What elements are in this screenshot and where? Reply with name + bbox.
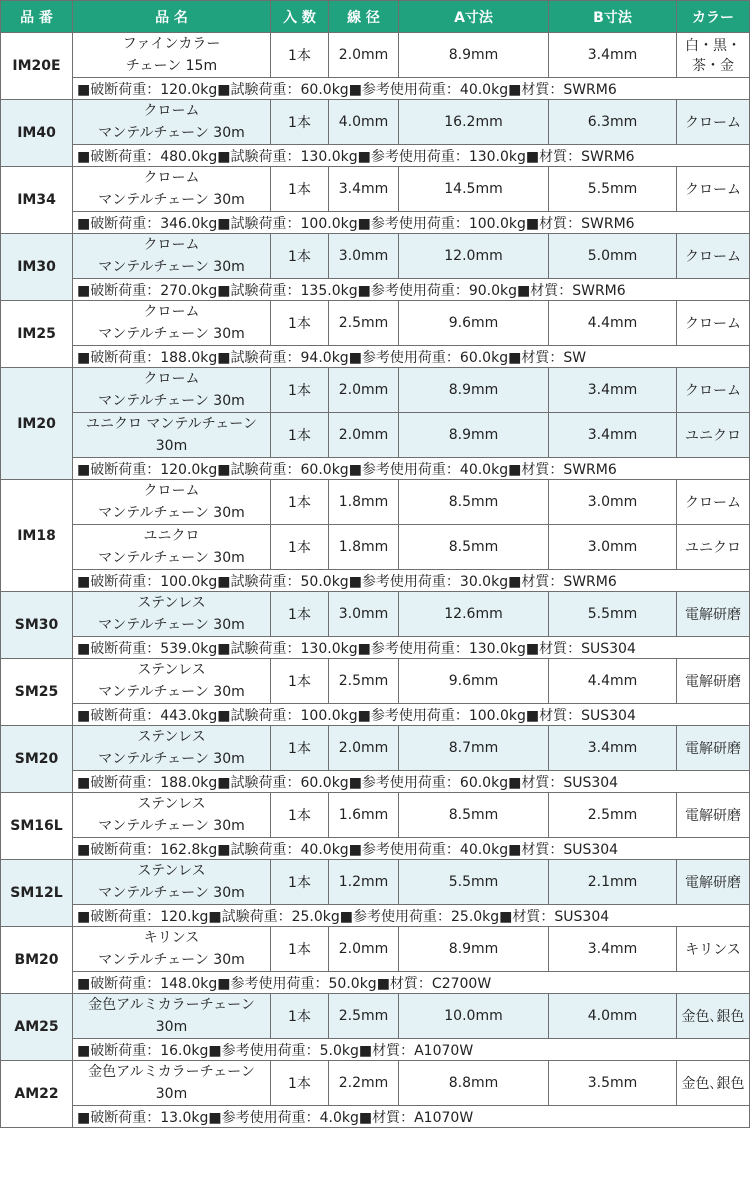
- wire-diameter: 2.0mm: [329, 726, 399, 771]
- product-name-line: マンテルチェーン 30m: [98, 617, 245, 633]
- header-code: 品 番: [1, 1, 73, 33]
- a-size: 12.6mm: [399, 592, 549, 637]
- product-name-line: ステンレス: [137, 729, 206, 745]
- spec-row: [1, 1106, 750, 1128]
- b-size: 4.0mm: [549, 994, 677, 1039]
- quantity: 1本: [271, 592, 329, 637]
- product-name-line: ユニクロ: [143, 528, 200, 544]
- spec-row: [1, 346, 750, 368]
- quantity: 1本: [271, 927, 329, 972]
- quantity: 1本: [271, 1061, 329, 1106]
- wire-diameter: 1.2mm: [329, 860, 399, 905]
- wire-diameter: 2.2mm: [329, 1061, 399, 1106]
- product-name: [73, 525, 271, 570]
- product-name-line: ステンレス: [137, 595, 206, 611]
- wire-diameter: 1.6mm: [329, 793, 399, 838]
- quantity: 1本: [271, 100, 329, 145]
- quantity: 1本: [271, 413, 329, 458]
- product-name: [73, 726, 271, 771]
- product-code: SM20: [1, 726, 73, 793]
- spec-text: ■破断荷重：188.0kg■試験荷重：60.0kg■参考使用荷重：60.0kg■材質：SUS304: [73, 771, 750, 793]
- quantity: 1本: [271, 860, 329, 905]
- product-row: [1, 592, 750, 637]
- color: クローム: [677, 480, 750, 525]
- product-name: [73, 592, 271, 637]
- product-code: SM16L: [1, 793, 73, 860]
- header-a-size: A寸法: [399, 1, 549, 33]
- header-qty: 入 数: [271, 1, 329, 33]
- b-size: 3.4mm: [549, 368, 677, 413]
- product-name-line: マンテルチェーン 30m: [98, 259, 245, 275]
- spec-row: [1, 212, 750, 234]
- a-size: 8.9mm: [399, 368, 549, 413]
- wire-diameter: 4.0mm: [329, 100, 399, 145]
- product-name: [73, 167, 271, 212]
- color: 金色､銀色: [677, 994, 750, 1039]
- spec-row: [1, 771, 750, 793]
- header-name: 品 名: [73, 1, 271, 33]
- a-size: 9.6mm: [399, 659, 549, 704]
- product-name-line: クローム: [143, 304, 200, 320]
- a-size: 8.5mm: [399, 525, 549, 570]
- product-row: [1, 100, 750, 145]
- spec-text: ■破断荷重：120.0kg■試験荷重：60.0kg■参考使用荷重：40.0kg■材質：SWRM6: [73, 458, 750, 480]
- wire-diameter: 2.0mm: [329, 927, 399, 972]
- product-code: IM20: [1, 368, 73, 480]
- product-name: [73, 994, 271, 1039]
- product-code: AM22: [1, 1061, 73, 1128]
- product-row: [1, 301, 750, 346]
- product-name: [73, 100, 271, 145]
- product-name-line: クローム: [143, 483, 200, 499]
- quantity: 1本: [271, 33, 329, 78]
- product-name-line: 30m: [155, 1086, 188, 1102]
- wire-diameter: 2.5mm: [329, 659, 399, 704]
- product-name: [73, 659, 271, 704]
- a-size: 9.6mm: [399, 301, 549, 346]
- product-name-line: マンテルチェーン 30m: [98, 885, 245, 901]
- product-code: IM25: [1, 301, 73, 368]
- wire-diameter: 2.0mm: [329, 413, 399, 458]
- product-row: [1, 525, 750, 570]
- product-row: [1, 413, 750, 458]
- spec-row: [1, 637, 750, 659]
- product-row: [1, 659, 750, 704]
- product-name-line: マンテルチェーン 30m: [98, 192, 245, 208]
- product-name-line: マンテルチェーン 30m: [98, 326, 245, 342]
- spec-row: [1, 704, 750, 726]
- a-size: 8.5mm: [399, 793, 549, 838]
- product-code: SM25: [1, 659, 73, 726]
- product-row: [1, 368, 750, 413]
- quantity: 1本: [271, 234, 329, 279]
- product-name: [73, 301, 271, 346]
- wire-diameter: 3.0mm: [329, 592, 399, 637]
- product-name-line: ユニクロ マンテルチェーン: [85, 416, 258, 432]
- product-name-line: ファインカラー: [122, 36, 221, 52]
- spec-text: ■破断荷重：120.0kg■試験荷重：60.0kg■参考使用荷重：40.0kg■材質：SWRM6: [73, 78, 750, 100]
- spec-text: ■破断荷重：162.8kg■試験荷重：40.0kg■参考使用荷重：40.0kg■材質：SUS304: [73, 838, 750, 860]
- product-code: IM40: [1, 100, 73, 167]
- b-size: 4.4mm: [549, 301, 677, 346]
- quantity: 1本: [271, 525, 329, 570]
- color: 電解研磨: [677, 592, 750, 637]
- product-name-line: マンテルチェーン 30m: [98, 751, 245, 767]
- quantity: 1本: [271, 793, 329, 838]
- color: 電解研磨: [677, 793, 750, 838]
- product-row: [1, 793, 750, 838]
- product-name-line: クローム: [143, 170, 200, 186]
- a-size: 8.9mm: [399, 927, 549, 972]
- spec-text: ■破断荷重：100.0kg■試験荷重：50.0kg■参考使用荷重：30.0kg■材質：SWRM6: [73, 570, 750, 592]
- spec-text: ■破断荷重：16.0kg■参考使用荷重：5.0kg■材質：A1070W: [73, 1039, 750, 1061]
- spec-text: ■破断荷重：188.0kg■試験荷重：94.0kg■参考使用荷重：60.0kg■材質：SW: [73, 346, 750, 368]
- product-row: [1, 994, 750, 1039]
- product-name-line: ステンレス: [137, 863, 206, 879]
- b-size: 6.3mm: [549, 100, 677, 145]
- quantity: 1本: [271, 301, 329, 346]
- product-name-line: ステンレス: [137, 796, 206, 812]
- a-size: 5.5mm: [399, 860, 549, 905]
- spec-row: [1, 905, 750, 927]
- product-code: SM12L: [1, 860, 73, 927]
- color: ユニクロ: [677, 525, 750, 570]
- product-name: [73, 793, 271, 838]
- header-color: カラー: [677, 1, 750, 33]
- color: クローム: [677, 234, 750, 279]
- product-name: [73, 480, 271, 525]
- product-row: [1, 234, 750, 279]
- b-size: 5.0mm: [549, 234, 677, 279]
- product-name-line: 金色アルミカラーチェーン: [88, 1064, 255, 1080]
- color: クローム: [677, 167, 750, 212]
- spec-row: [1, 458, 750, 480]
- b-size: 3.4mm: [549, 927, 677, 972]
- product-name-line: マンテルチェーン 30m: [98, 505, 245, 521]
- product-code: IM18: [1, 480, 73, 592]
- product-name-line: マンテルチェーン 30m: [98, 684, 245, 700]
- wire-diameter: 2.5mm: [329, 994, 399, 1039]
- spec-text: ■破断荷重：270.0kg■試験荷重：135.0kg■参考使用荷重：90.0kg■材質：SWRM6: [73, 279, 750, 301]
- b-size: 4.4mm: [549, 659, 677, 704]
- quantity: 1本: [271, 368, 329, 413]
- product-code: SM30: [1, 592, 73, 659]
- spec-row: [1, 78, 750, 100]
- quantity: 1本: [271, 994, 329, 1039]
- product-row: [1, 167, 750, 212]
- spec-text: ■破断荷重：13.0kg■参考使用荷重：4.0kg■材質：A1070W: [73, 1106, 750, 1128]
- color: 金色､銀色: [677, 1061, 750, 1106]
- product-name: [73, 33, 271, 78]
- product-name-line: クローム: [143, 371, 200, 387]
- a-size: 12.0mm: [399, 234, 549, 279]
- b-size: 5.5mm: [549, 167, 677, 212]
- spec-text: ■破断荷重：346.0kg■試験荷重：100.0kg■参考使用荷重：100.0kg■材質：SWRM6: [73, 212, 750, 234]
- a-size: 8.8mm: [399, 1061, 549, 1106]
- color: クローム: [677, 368, 750, 413]
- a-size: 14.5mm: [399, 167, 549, 212]
- color: 電解研磨: [677, 659, 750, 704]
- spec-row: [1, 145, 750, 167]
- a-size: 8.7mm: [399, 726, 549, 771]
- a-size: 10.0mm: [399, 994, 549, 1039]
- color: 電解研磨: [677, 860, 750, 905]
- b-size: 2.1mm: [549, 860, 677, 905]
- header-wire: 線 径: [329, 1, 399, 33]
- b-size: 2.5mm: [549, 793, 677, 838]
- header-b-size: B寸法: [549, 1, 677, 33]
- product-code: AM25: [1, 994, 73, 1061]
- spec-text: ■破断荷重：120.kg■試験荷重：25.0kg■参考使用荷重：25.0kg■材質：SUS304: [73, 905, 750, 927]
- product-name: [73, 234, 271, 279]
- quantity: 1本: [271, 167, 329, 212]
- product-name-line: マンテルチェーン 30m: [98, 818, 245, 834]
- b-size: 3.4mm: [549, 726, 677, 771]
- product-code: IM20E: [1, 33, 73, 100]
- product-row: [1, 860, 750, 905]
- product-name: [73, 1061, 271, 1106]
- spec-row: [1, 279, 750, 301]
- product-row: [1, 33, 750, 78]
- product-code: IM34: [1, 167, 73, 234]
- header-row: [1, 1, 750, 33]
- b-size: 5.5mm: [549, 592, 677, 637]
- quantity: 1本: [271, 726, 329, 771]
- spec-row: [1, 570, 750, 592]
- b-size: 3.0mm: [549, 480, 677, 525]
- b-size: 3.5mm: [549, 1061, 677, 1106]
- wire-diameter: 3.0mm: [329, 234, 399, 279]
- a-size: 16.2mm: [399, 100, 549, 145]
- color: クローム: [677, 100, 750, 145]
- color: ユニクロ: [677, 413, 750, 458]
- product-name-line: マンテルチェーン 30m: [98, 952, 245, 968]
- quantity: 1本: [271, 659, 329, 704]
- product-row: [1, 1061, 750, 1106]
- b-size: 3.0mm: [549, 525, 677, 570]
- a-size: 8.9mm: [399, 33, 549, 78]
- spec-text: ■破断荷重：480.0kg■試験荷重：130.0kg■参考使用荷重：130.0kg■材質：SWRM6: [73, 145, 750, 167]
- product-name-line: マンテルチェーン 30m: [98, 393, 245, 409]
- wire-diameter: 1.8mm: [329, 525, 399, 570]
- color: キリンス: [677, 927, 750, 972]
- wire-diameter: 2.5mm: [329, 301, 399, 346]
- wire-diameter: 2.0mm: [329, 368, 399, 413]
- wire-diameter: 2.0mm: [329, 33, 399, 78]
- wire-diameter: 3.4mm: [329, 167, 399, 212]
- product-code: BM20: [1, 927, 73, 994]
- spec-text: ■破断荷重：443.0kg■試験荷重：100.0kg■参考使用荷重：100.0kg■材質：SUS304: [73, 704, 750, 726]
- spec-text: ■破断荷重：539.0kg■試験荷重：130.0kg■参考使用荷重：130.0kg■材質：SUS304: [73, 637, 750, 659]
- product-name-line: マンテルチェーン 30m: [98, 125, 245, 141]
- color: 白・黒・茶・金: [677, 33, 750, 78]
- product-name-line: ステンレス: [137, 662, 206, 678]
- product-name-line: 金色アルミカラーチェーン: [88, 997, 255, 1013]
- product-name-line: キリンス: [143, 930, 200, 946]
- product-name-line: クローム: [143, 237, 200, 253]
- b-size: 3.4mm: [549, 33, 677, 78]
- spec-row: [1, 1039, 750, 1061]
- spec-row: [1, 838, 750, 860]
- product-row: [1, 726, 750, 771]
- product-name-line: 30m: [155, 438, 188, 454]
- product-name: [73, 927, 271, 972]
- product-name-line: 30m: [155, 1019, 188, 1035]
- product-name-line: マンテルチェーン 30m: [98, 550, 245, 566]
- product-name: [73, 368, 271, 413]
- color: 電解研磨: [677, 726, 750, 771]
- wire-diameter: 1.8mm: [329, 480, 399, 525]
- a-size: 8.5mm: [399, 480, 549, 525]
- product-name-line: チェーン 15m: [125, 58, 218, 74]
- product-code: IM30: [1, 234, 73, 301]
- color: クローム: [677, 301, 750, 346]
- product-name: [73, 413, 271, 458]
- product-name: [73, 860, 271, 905]
- b-size: 3.4mm: [549, 413, 677, 458]
- product-row: [1, 480, 750, 525]
- spec-text: ■破断荷重：148.0kg■参考使用荷重：50.0kg■材質：C2700W: [73, 972, 750, 994]
- spec-row: [1, 972, 750, 994]
- product-name-line: クローム: [143, 103, 200, 119]
- quantity: 1本: [271, 480, 329, 525]
- product-row: [1, 927, 750, 972]
- a-size: 8.9mm: [399, 413, 549, 458]
